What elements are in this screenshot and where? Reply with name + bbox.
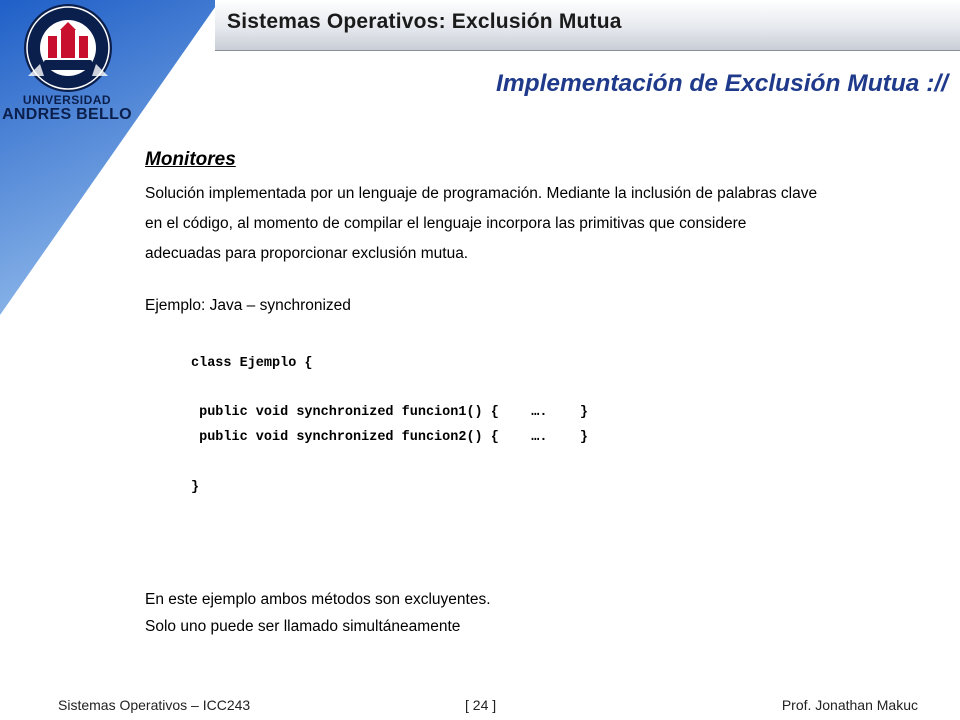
example-label: Ejemplo: Java – synchronized (145, 297, 351, 314)
logo-university-label: UNIVERSIDAD (22, 93, 112, 107)
footer-course: Sistemas Operativos – ICC243 (58, 697, 251, 713)
footer-page-number: [ 24 ] (465, 697, 497, 713)
code-line: public void synchronized funcion1() { …. } (191, 405, 588, 420)
conclusion-text (145, 586, 491, 640)
code-line: public void synchronized funcion2() { …. } (191, 430, 588, 445)
paragraph-line: Solución implementada por un lenguaje de programación. Mediante la inclusión de palabras clave (145, 185, 818, 202)
slide-subtitle: Implementación de Exclusión Mutua :// (496, 70, 948, 97)
section-heading: Monitores (145, 149, 236, 170)
code-line: } (191, 480, 200, 495)
paragraph-line: adecuadas para proporcionar exclusión mutua. (145, 245, 469, 262)
description-paragraph (145, 179, 945, 269)
conclusion-line: En este ejemplo ambos métodos son excluyentes. (145, 591, 491, 608)
slide-header-title: Sistemas Operativos: Exclusión Mutua (227, 10, 622, 33)
logo-andres-bello-label: ANDRES BELLO (2, 106, 132, 123)
code-line: class Ejemplo { (191, 356, 313, 371)
paragraph-line: en el código, al momento de compilar el lenguaje incorpora las primitivas que considere (145, 215, 747, 232)
conclusion-line: Solo uno puede ser llamado simultáneamente (145, 618, 461, 635)
footer-author: Prof. Jonathan Makuc (781, 697, 918, 713)
